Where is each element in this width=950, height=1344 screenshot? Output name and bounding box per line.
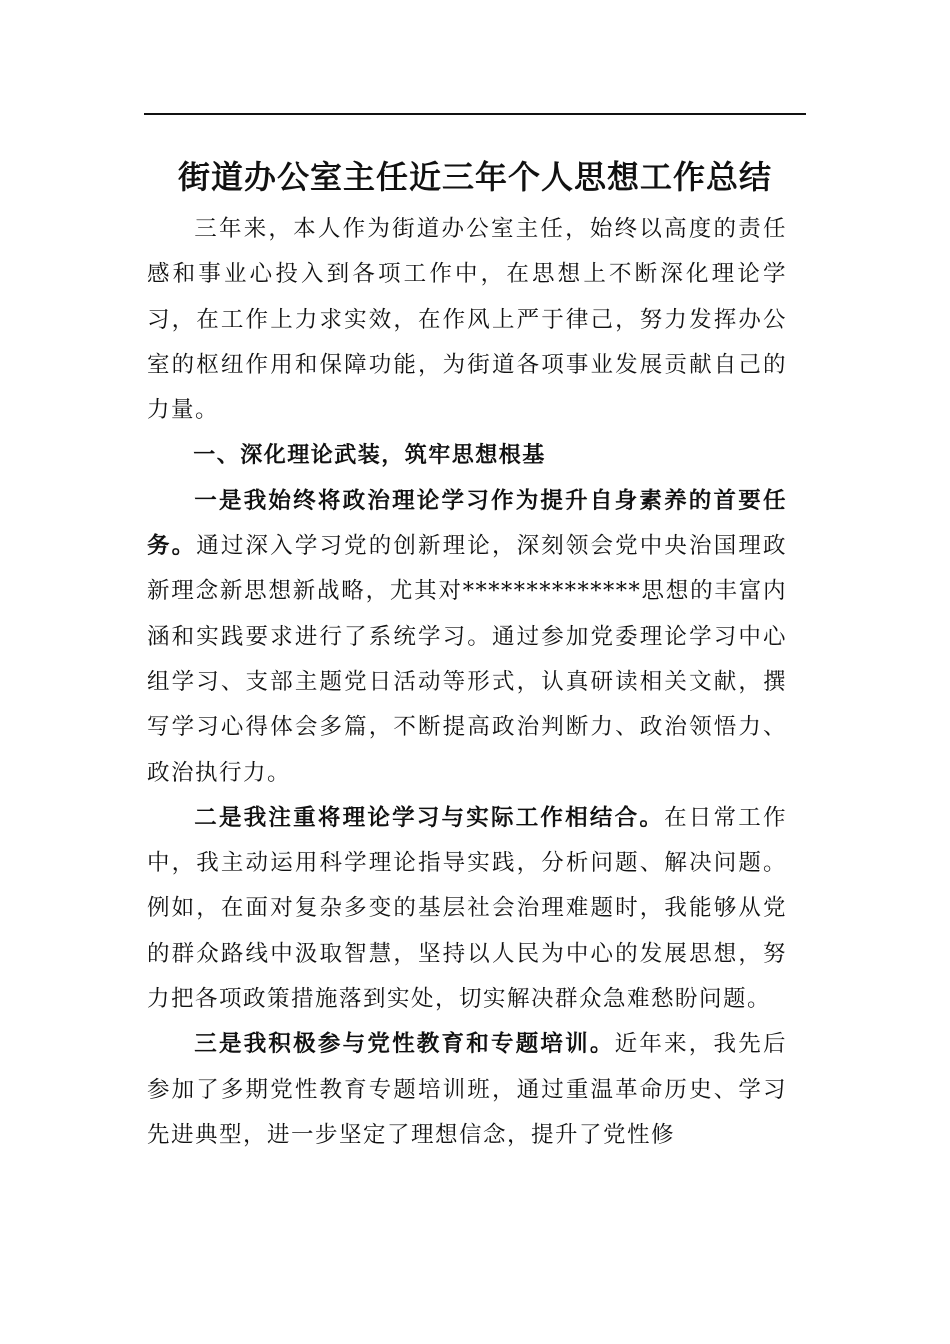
paragraph-2 [147,796,787,1022]
intro-paragraph: 三年来，本人作为街道办公室主任，始终以高度的责任感和事业心投入到各项工作中，在思想上不断深化理论学习，在工作上力求实效，在作风上严于律己，努力发挥办公室的枢纽作用和保障功能，为街道各项事业发展贡献自己的力量。 [147,216,787,424]
paragraph-2-text: 在日常工作中，我主动运用科学理论指导实践，分析问题、解决问题。例如，在面对复杂多变的基层社会治理难题时，我能够从党的群众路线中汲取智慧，坚持以人民为中心的发展思想，努力把各项政策措施落到实处，切实解决群众急难愁盼问题。 [147,804,787,1013]
document-body [147,207,787,1158]
paragraph-1-lead: 一是我始终将政治理论学习作为提升自身素养的首要任务。 [147,487,787,560]
header-rule [144,113,806,115]
paragraph-1 [147,479,787,796]
paragraph-3-text: 近年来，我先后参加了多期党性教育专题培训班，通过重温革命历史、学习先进典型，进一步坚定了理想信念，提升了党性修 [147,1031,787,1148]
paragraph-1-text: 通过深入学习党的创新理论，深刻领会党中央治国理政新理念新思想新战略，尤其对**************思想的丰富内涵和实践要求进行了系统学习。通过参加党委理论学习中心组学习、支部主题党日活动等形式，认真研读相关文献，撰写学习心得体会多篇，不断提高政治判断力、政治领悟力、政治执行力。 [147,533,787,786]
paragraph-3-lead: 三是我积极参与党性教育和专题培训。 [194,1031,615,1058]
paragraph-3 [147,1022,787,1158]
document-title: 街道办公室主任近三年个人思想工作总结 [177,158,772,196]
paragraph-2-lead: 二是我注重将理论学习与实际工作相结合。 [194,804,665,831]
section-heading: 一、深化理论武装，筑牢思想根基 [193,443,546,469]
